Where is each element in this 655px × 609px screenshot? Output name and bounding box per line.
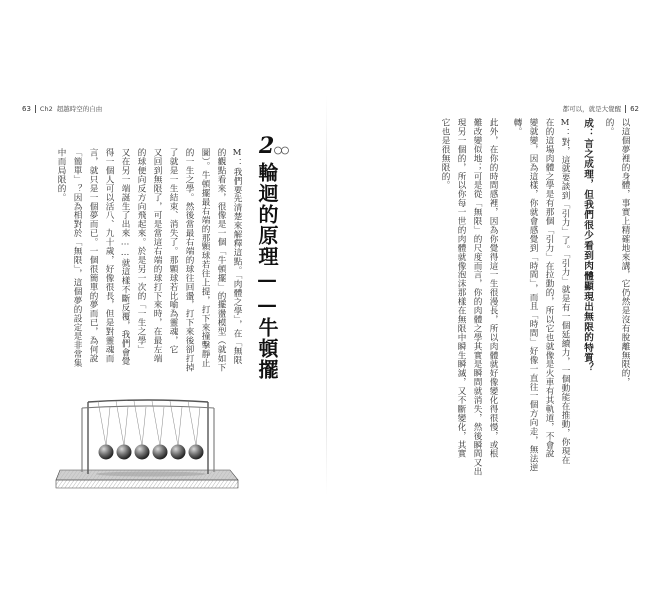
left-page [0,0,327,609]
right-body-column: 成：言之成理，但我們很少看到肉體顯現出無限的特質？ [582,118,593,373]
right-body-column: 的。 [604,118,614,136]
right-body-column: 此外，在你的時間感裡，因為你覺得這一生很漫長，所以肉體就好像變化得很慢，或根 [488,118,498,459]
header-divider [625,105,626,113]
left-body-column: 的球便向反方向飛起來。於是另一次的「一生之學」 [136,148,146,354]
left-body-column: 的觀點看來，很像是一個「牛頓擺」的擺盪模型（就如下 [216,148,226,372]
chapter-title-main: 輪迴的原理 [255,162,279,267]
chapter-title-dash: —— [255,267,279,317]
book-gutter [326,95,327,495]
chapter-rings-ornament [273,146,291,155]
left-body-column: M：我們要先清楚來解釋這點。「肉體之學」，在「無限 [232,148,242,365]
right-body-column: 在的這場肉體之學是有那個「引力」在拉動的，所以它也就像是火車有其軌道，不會說 [544,118,554,459]
right-body-column: 它也是很無限的。 [440,118,450,190]
chapter-title-sub: 牛頓擺 [255,317,279,380]
left-body-column: 「簡單」？因為相對於「無限」，這個夢的設定是非常集 [72,148,82,368]
left-body-column: 圖）。牛頓擺最右端的那顆球若往上提，打下來撞擊靜止 [200,148,210,368]
right-body-column: 轉。 [512,118,522,136]
left-body-column: 言，就只是一個夢而已。一個很簡單的夢而已，為何說 [88,148,98,363]
chapter-title [256,162,278,380]
left-body-column: 得一個人可以活八、九十歲，好像很長，但是對靈魂而 [104,148,114,363]
right-body-column: 變就變，因為這樣，你就會感覺到「時間」，而且「時間」好像一直往一個方向走，無法逆 [528,118,538,472]
left-page-header [22,104,102,113]
left-page-number: 63 [22,104,31,113]
right-body-column: 以這個夢裡的身體，事實上精確地來講，它仍然是沒有脫離無限的， [620,118,630,387]
left-body-column: 又回到無限了，可是當這右端的球打下來時，在最左端 [152,148,162,363]
left-body-column: 又在另一端誕生了出來……就這樣不斷反覆，我們會覺 [120,148,130,366]
left-body-column: 了就是一生結束、消失了。那顆球若比喻為靈魂，它 [168,148,178,354]
left-body-column: 中而局限的。 [56,148,66,202]
chapter-number: 2 [259,133,275,159]
right-page-number: 62 [630,104,639,113]
right-page-header [563,104,639,113]
right-body-column: 難改變似地；可是從「無限」的尺度而言，你的肉體之學其實是瞬間就消失，然後瞬間又出 [472,118,482,476]
left-chapter-label: Ch2 [39,104,53,113]
right-body-column: 現另一個的，所以你每一世的肉體就像泡沫那樣在無限中瞬生瞬滅，又不斷變化，其實 [456,118,466,459]
right-running-title: 都可以，就是大覺醒 [562,105,622,113]
right-body-column: M：對，這就要談到「引力」了。「引力」就是有一個延續力，一個動能在推動，你現在 [560,118,570,465]
right-page [328,0,655,609]
newtons-cradle-illustration [54,388,240,496]
left-body-column: 的一生之學。然後當最右端的球往回盪，打下來後卻打掉 [184,148,194,372]
left-running-title: 超越時空的自由 [56,105,103,113]
header-divider [35,105,36,113]
